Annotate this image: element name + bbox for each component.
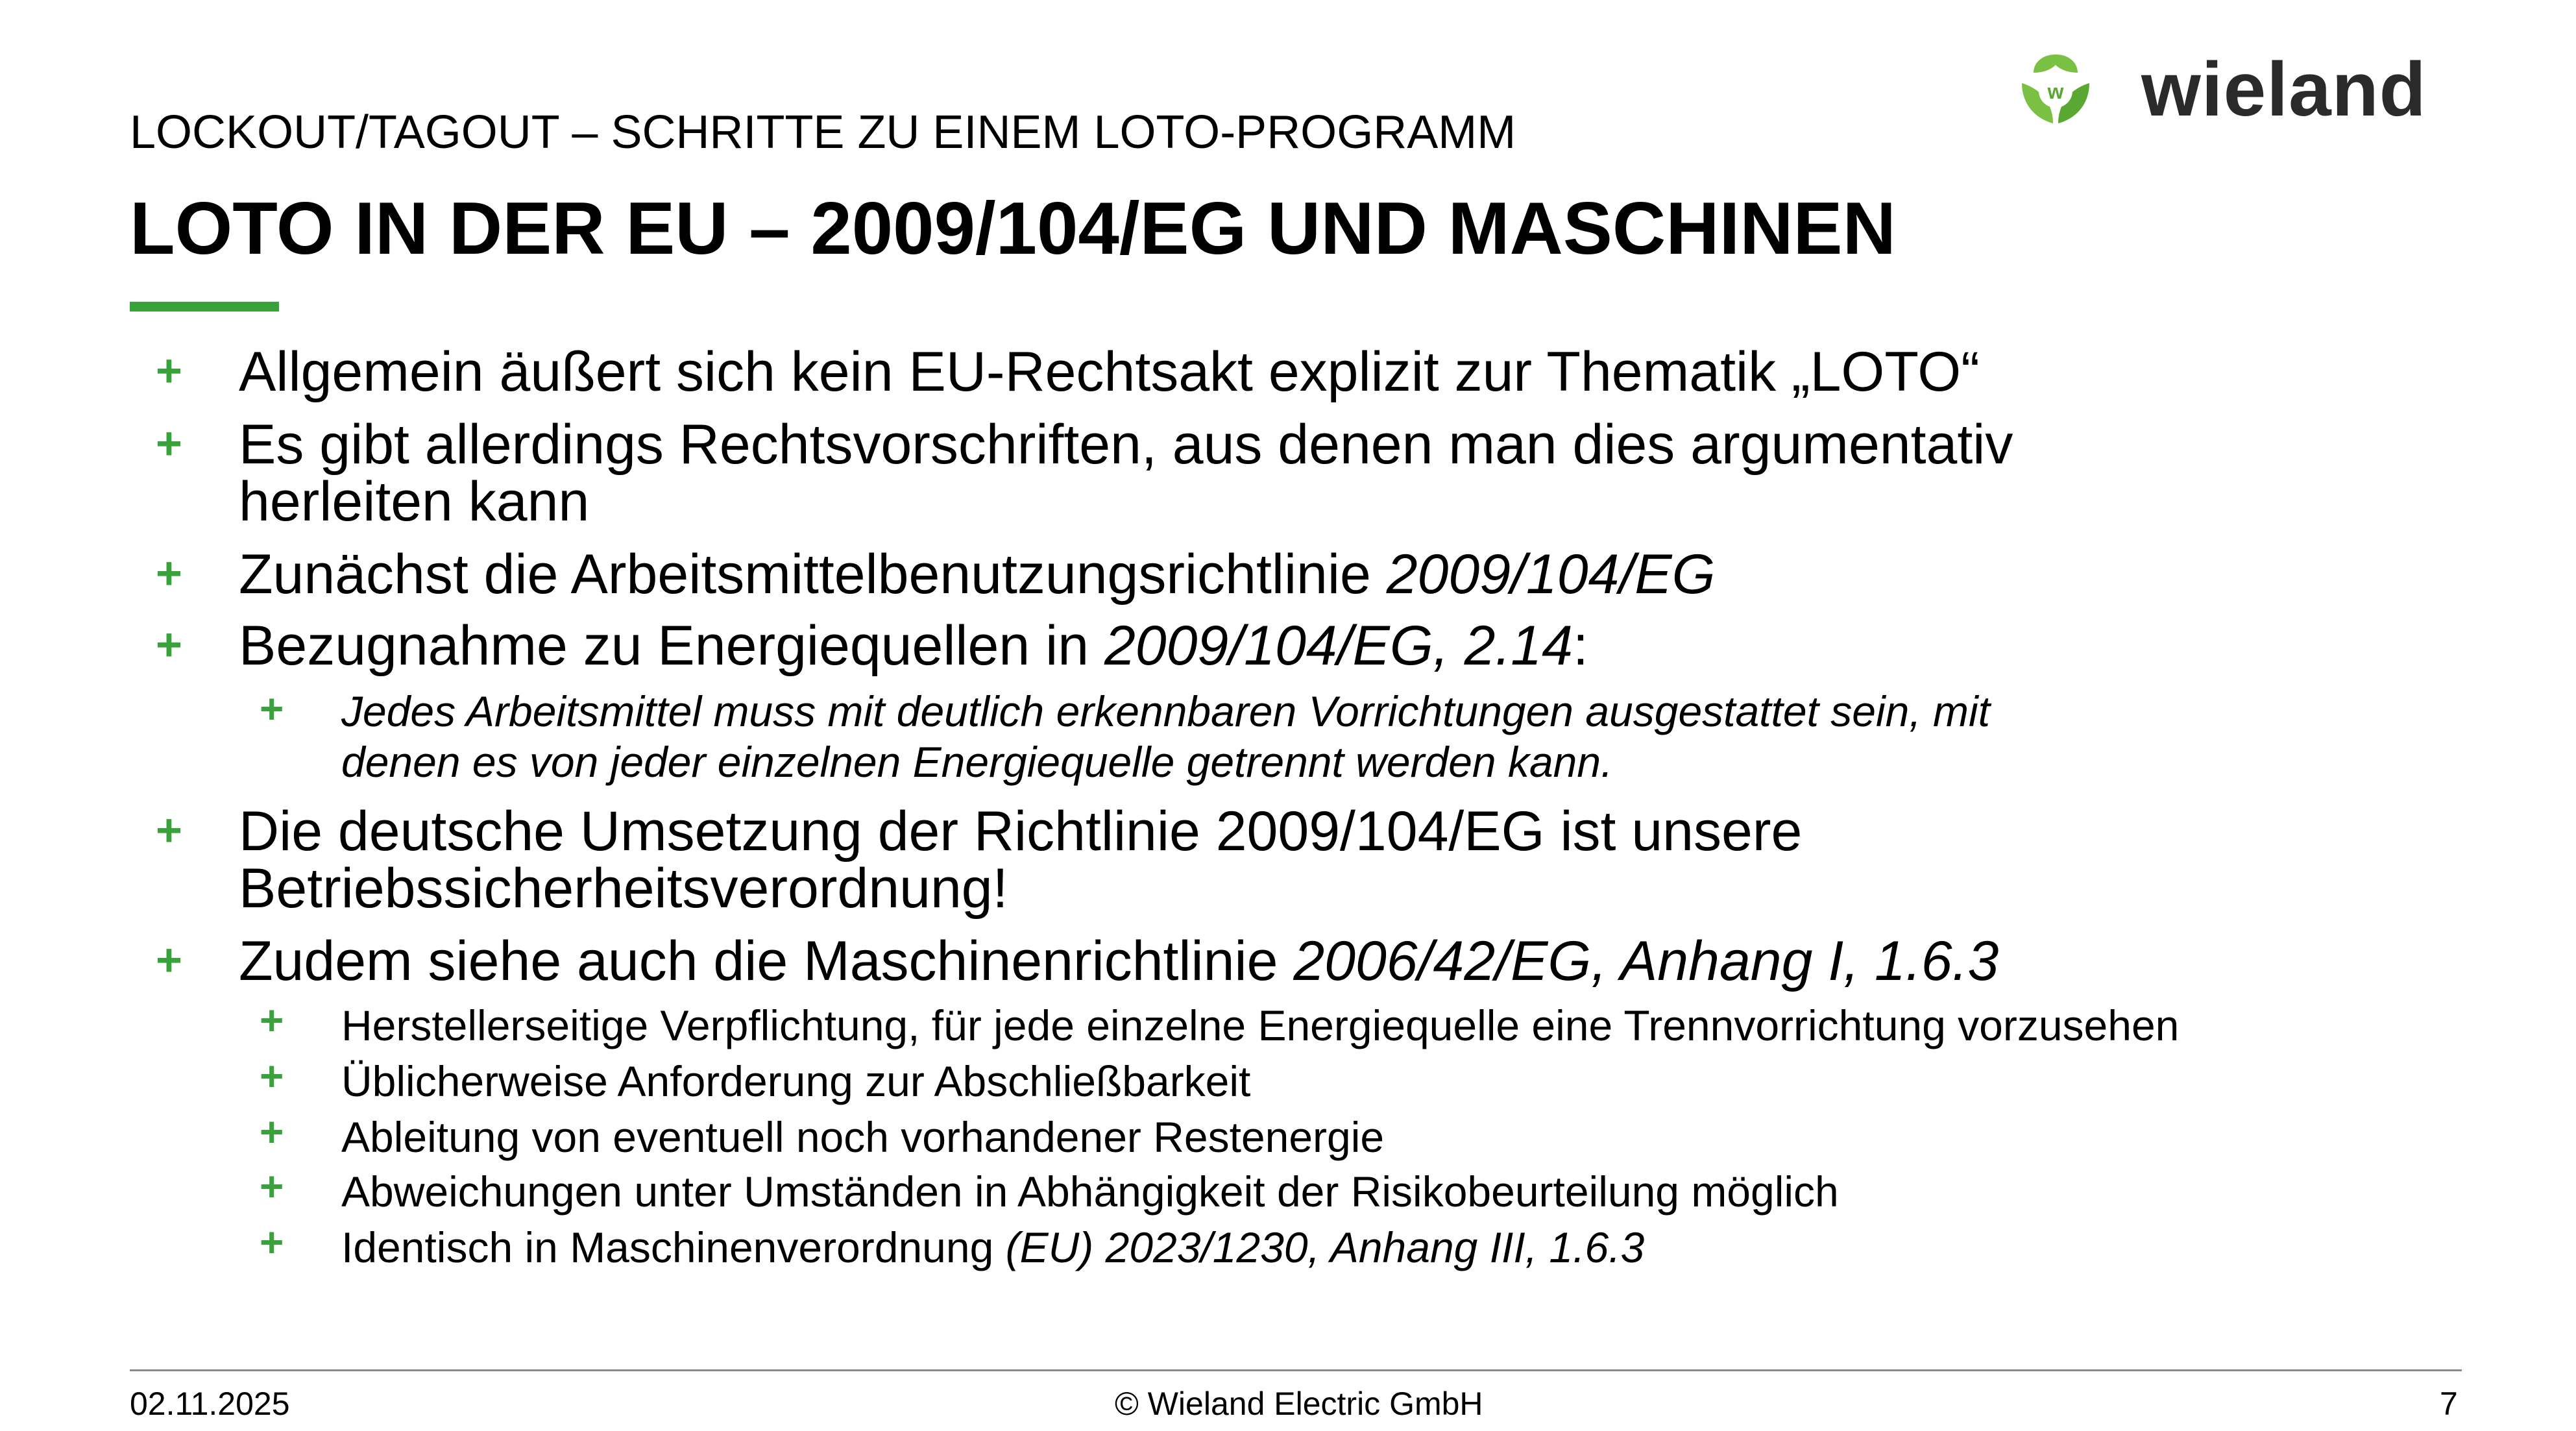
plus-bullet-icon: + xyxy=(156,548,182,598)
plus-bullet-icon: + xyxy=(260,1053,284,1099)
plus-bullet-icon: + xyxy=(260,1108,284,1155)
sub-bullet-text: Herstellerseitige Verpflichtung, für jede einzelne Energiequelle eine Trennvorrichtung vorzusehen xyxy=(341,1001,2180,1049)
footer-divider xyxy=(130,1369,2462,1371)
bullet-text: Bezugnahme zu Energiequellen in 2009/104/EG, 2.14: xyxy=(239,615,1588,677)
bullet-text-line1: Die deutsche Umsetzung der Richtlinie 2009/104/EG ist unsere xyxy=(239,800,1803,862)
bullet-text: Zudem siehe auch die Maschinenrichtlinie 2006/42/EG, Anhang I, 1.6.3 xyxy=(239,930,1999,992)
plus-bullet-icon: + xyxy=(260,997,284,1044)
sub-bullet-text: Identisch in Maschinenverordnung (EU) 2023/1230, Anhang III, 1.6.3 xyxy=(341,1223,1645,1271)
plus-bullet-icon: + xyxy=(260,685,284,732)
sub-bullet-text-line2: denen es von jeder einzelnen Energiequelle getrennt werden kann. xyxy=(341,738,1613,786)
bullet-text: Zunächst die Arbeitsmittelbenutzungsrichtlinie 2009/104/EG xyxy=(239,543,1716,605)
footer-copyright: © Wieland Electric GmbH xyxy=(1115,1386,1483,1422)
bullet-text-line2: herleiten kann xyxy=(239,471,590,533)
sub-bullet-text-line1: Jedes Arbeitsmittel muss mit deutlich erkennbaren Vorrichtungen ausgestattet sein, mit xyxy=(341,687,1990,735)
plus-bullet-icon: + xyxy=(156,805,182,855)
title-accent-line xyxy=(130,302,279,312)
plus-bullet-icon: + xyxy=(260,1219,284,1266)
plus-bullet-icon: + xyxy=(260,1163,284,1210)
plus-bullet-icon: + xyxy=(156,345,182,396)
bullet-text-line2: Betriebssicherheitsverordnung! xyxy=(239,857,1008,920)
slide-title: LOTO IN DER EU – 2009/104/EG UND MASCHINEN xyxy=(130,188,1896,270)
slide-subtitle: LOCKOUT/TAGOUT – SCHRITTE ZU EINEM LOTO-PROGRAMM xyxy=(130,106,1516,158)
footer-date: 02.11.2025 xyxy=(130,1386,290,1422)
sub-bullet-text: Abweichungen unter Umständen in Abhängigkeit der Risikobeurteilung möglich xyxy=(341,1168,1839,1216)
sub-bullet-italic: (EU) 2023/1230, Anhang III, 1.6.3 xyxy=(1005,1223,1645,1271)
sub-bullet-text: Üblicherweise Anforderung zur Abschließbarkeit xyxy=(341,1057,1251,1105)
plus-bullet-icon: + xyxy=(156,935,182,985)
bullet-italic: 2006/42/EG, Anhang I, 1.6.3 xyxy=(1293,930,1999,992)
bullet-italic: 2009/104/EG, 2.14 xyxy=(1104,615,1573,677)
sub-bullet-text: Ableitung von eventuell noch vorhandener Restenergie xyxy=(341,1113,1385,1161)
page-number: 7 xyxy=(2440,1386,2458,1422)
wieland-leaf-icon xyxy=(2017,51,2095,128)
plus-bullet-icon: + xyxy=(156,619,182,670)
bullet-text: Allgemein äußert sich kein EU-Rechtsakt explizit zur Thematik „LOTO“ xyxy=(239,341,1980,403)
bullet-italic: 2009/104/EG xyxy=(1386,543,1716,605)
plus-bullet-icon: + xyxy=(156,418,182,469)
logo-wordmark: wieland xyxy=(2141,47,2427,132)
logo-mark-letter: w xyxy=(2047,80,2064,103)
wieland-logo xyxy=(2017,47,2427,132)
bullet-text-line1: Es gibt allerdings Rechtsvorschriften, aus denen man dies argumentativ xyxy=(239,413,2013,476)
